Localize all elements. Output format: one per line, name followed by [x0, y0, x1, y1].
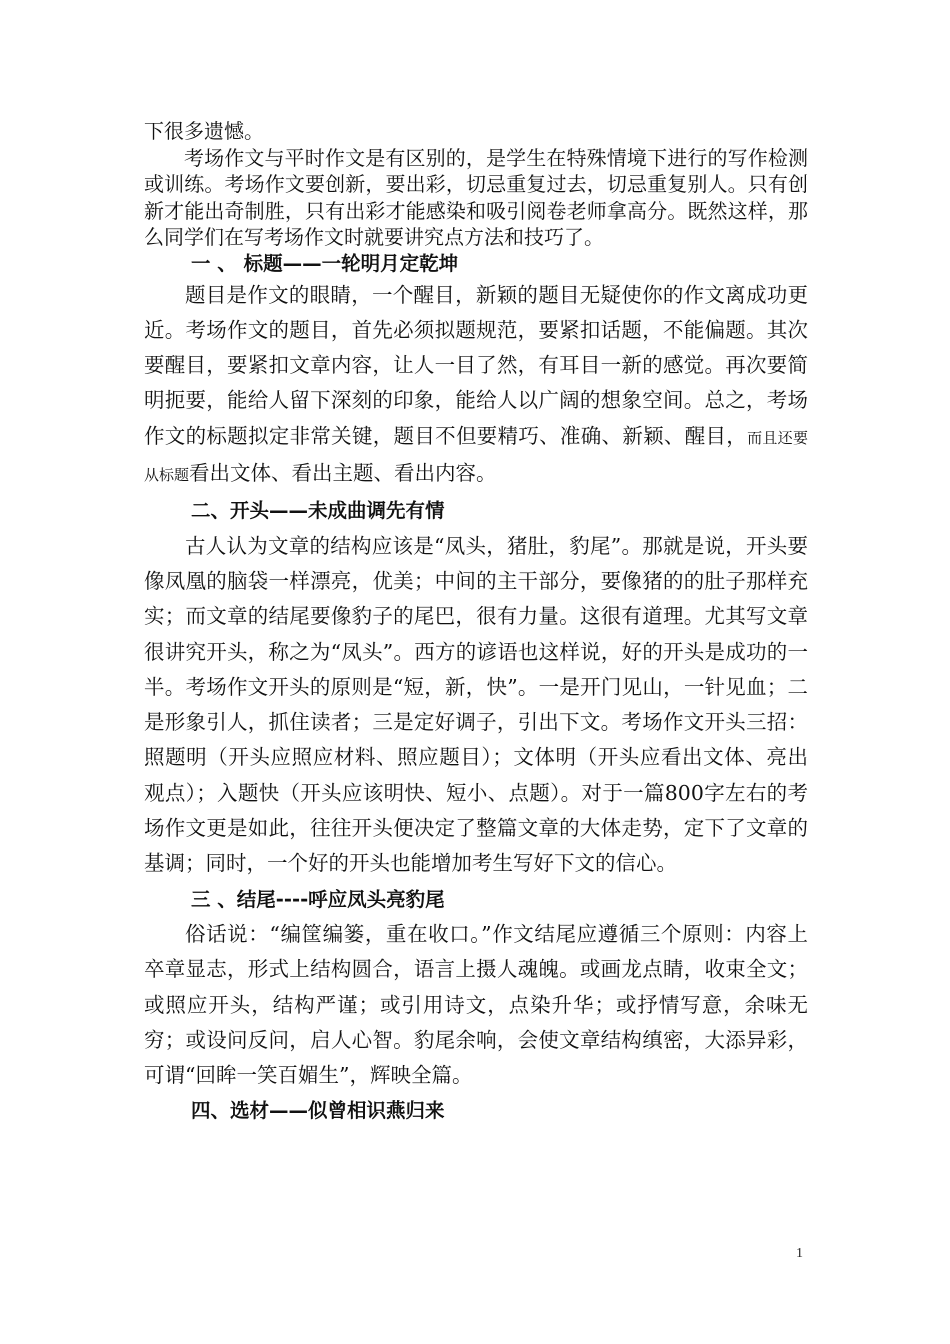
section-heading-ending: 三 、结尾----呼应凤头亮豹尾 — [191, 887, 445, 911]
intro-paragraph: 考场作文与平时作文是有区别的，是学生在特殊情境下进行的写作检测或训练。考场作文要创新，要出彩，切忌重复过去，切忌重复别人。只有创新才能出奇制胜，只有出彩才能感染和吸引阅卷老师拿高分。既然这样，那么同学们在写考场作文时就要讲究点方法和技巧了。 — [144, 145, 808, 250]
page-number: 1 — [796, 1246, 803, 1261]
section-body-title — [144, 278, 808, 494]
continuation-text: 下很多遗憾。 — [144, 119, 264, 143]
section-body-ending: 俗话说：“编筐编篓，重在收口。”作文结尾应遵循三个原则：内容上卒章显志，形式上结构圆合，语言上摄人魂魄。或画龙点睛，收束全文；或照应开头，结构严谨；或引用诗文，点染升华；或抒情写意，余味无穷；或设问反问，启人心智。豹尾余响，会使文章结构缜密，大添异彩，可谓“回眸一笑百媚生”，辉映全篇。 — [144, 921, 808, 1088]
section-body-title-main: 题目是作文的眼睛，一个醒目，新颖的题目无疑使你的作文离成功更近。考场作文的题目，首先必须拟题规范，要紧扣话题，不能偏题。其次要醒目，要紧扣文章内容，让人一目了然，有耳目一新的感觉。再次要简明扼要，能给人留下深刻的印象，能给人以广阔的想象空间。总之，考场作文的标题拟定非常关键，题目不但要精巧、准确、新颖、醒目， — [144, 282, 808, 448]
section-heading-material: 四、选材——似曾相识燕归来 — [191, 1099, 445, 1123]
section-body-title-tail: 看出文体、看出主题、看出内容。 — [189, 461, 497, 486]
text-column — [144, 118, 808, 1129]
section-body-opening: 古人认为文章的结构应该是“凤头，猪肚，豹尾”。那就是说，开头要像凤凰的脑袋一样漂亮，优美；中间的主干部分，要像猪的的肚子那样充实；而文章的结尾要像豹子的尾巴，很有力量。这很有道理。尤其写文章很讲究开头，称之为“凤头”。西方的谚语也这样说，好的开头是成功的一半。考场作文开头的原则是“短，新，快”。一是开门见山，一针见血；二是形象引人，抓住读者；三是定好调子，引出下文。考场作文开头三招：照题明（开头应照应材料、照应题目）；文体明（开头应看出文体、亮出观点）；入题快（开头应该明快、短小、点题）。对于一篇800字左右的考场作文更是如此，往往开头便决定了整篇文章的大体走势，定下了文章的基调；同时，一个好的开头也能增加考生写好下文的信心。 — [144, 533, 808, 876]
section-heading-title: 一 、 标题——一轮明月定乾坤 — [191, 251, 459, 275]
section-body-title-small: 而且还要从标题 — [144, 428, 808, 485]
section-heading-opening: 二、开头——未成曲调先有情 — [191, 499, 445, 523]
